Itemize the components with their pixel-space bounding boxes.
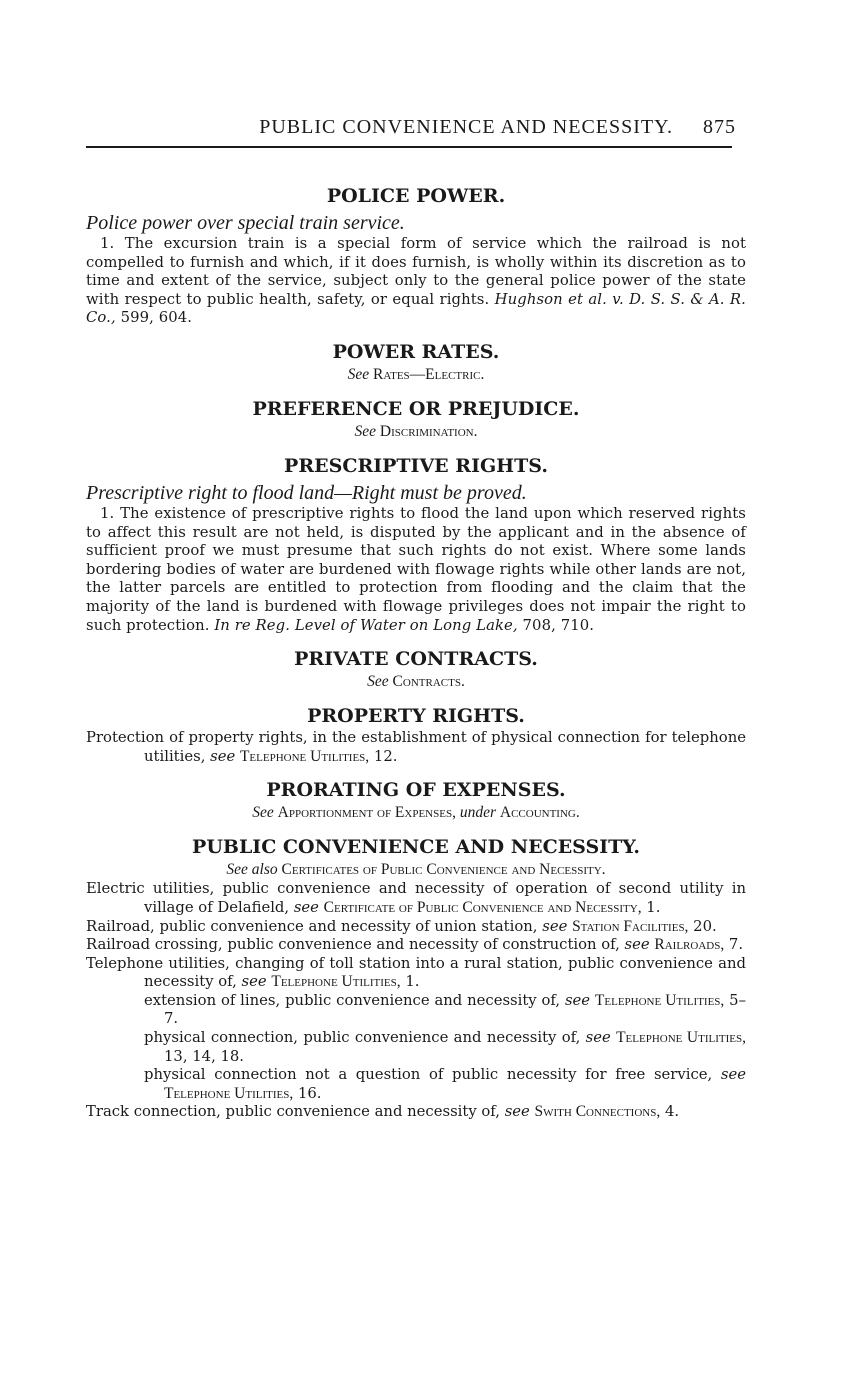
citation-pages: 599, 604. — [120, 309, 193, 327]
heading-police-power: POLICE POWER. — [326, 185, 506, 207]
index-entry: Electric utilities, public convenience and necessity of operation of second utility in village of Delafield, see Certificate of Public Convenience and Necessity, 1. — [86, 880, 746, 916]
index-subentry: physical connection, public convenience and necessity of, see Telephone Utilities, 13, 14, 18. — [144, 1029, 746, 1065]
heading-public-convenience: PUBLIC CONVENIENCE AND NECESSITY. — [192, 836, 640, 859]
heading-prescriptive-rights: PRESCRIPTIVE RIGHTS. — [284, 454, 548, 477]
page-content — [86, 183, 746, 1122]
subhead-prescriptive: Prescriptive right to flood land—Right must be proved. — [86, 481, 527, 504]
heading-property-rights: PROPERTY RIGHTS. — [307, 705, 525, 728]
index-entry: Railroad, public convenience and necessity of union station, see Station Facilities, 20. — [86, 917, 717, 935]
para-text: 1. The excursion train is a special form of service which the railroad is not compelled to furnish and which, if it does furnish, is wholly within its discretion as to time and extent of the service, subject only to the general police power of the state with respect to public health, safety, or equal rights. — [86, 235, 746, 308]
heading-private-contracts: PRIVATE CONTRACTS. — [294, 648, 538, 671]
header-rule — [86, 146, 732, 148]
index-subentry: physical connection not a question of public necessity for free service, see Telephone Utilities, 16. — [144, 1066, 746, 1102]
case-citation: Hughson et al. v. D. S. S. & A. R. Co., — [86, 290, 746, 327]
see-reference: See Contracts. — [367, 673, 465, 691]
heading-prorating: PRORATING OF EXPENSES. — [266, 779, 566, 802]
heading-preference: PREFERENCE OR PREJUDICE. — [252, 397, 580, 420]
see-reference: See Rates—Electric. — [347, 365, 485, 383]
see-also-reference: See also Certificates of Public Convenience and Necessity. — [226, 861, 606, 879]
paragraph-prescriptive — [86, 505, 746, 635]
index-entry: Protection of property rights, in the establishment of physical connection for telephone utilities, see Telephone Utilities, 12. — [86, 729, 746, 765]
see-reference: See Discrimination. — [354, 422, 478, 440]
subhead-police-power: Police power over special train service. — [86, 212, 405, 234]
see-reference: See Apportionment of Expenses, under Accounting. — [252, 804, 580, 822]
paragraph-police-power — [86, 235, 746, 328]
heading-power-rates: POWER RATES. — [332, 340, 500, 363]
running-head-title: PUBLIC CONVENIENCE AND NECESSITY. — [259, 116, 673, 138]
running-head — [86, 116, 736, 139]
index-entry: Railroad crossing, public convenience and necessity of construction of, see Railroads, 7. — [86, 936, 744, 954]
citation-pages: 708, 710. — [522, 616, 595, 634]
para-text: 1. The existence of prescriptive rights to flood the land upon which reserved rights to affect this result are not held, is disputed by the applicant and in the absence of sufficient proof we must presume that such rights do not exist. Where some lands bordering bodies of water are burdened with flowage rights while other lands are not, the latter parcels are entitled to protection from flooding and the claim that the majority of the land is burdened with flowage privileges does not impair the right to such protection. — [86, 504, 746, 634]
index-entry: Telephone utilities, changing of toll station into a rural station, public convenience and necessity of, see Telephone Utilities, 1. — [86, 954, 746, 991]
index-subentry: extension of lines, public convenience and necessity of, see Telephone Utilities, 5–7. — [144, 991, 746, 1028]
case-citation: In re Reg. Level of Water on Long Lake, — [214, 616, 518, 634]
page-number: 875 — [703, 116, 736, 138]
index-entry: Track connection, public convenience and necessity of, see Swith Connections, 4. — [86, 1103, 680, 1121]
